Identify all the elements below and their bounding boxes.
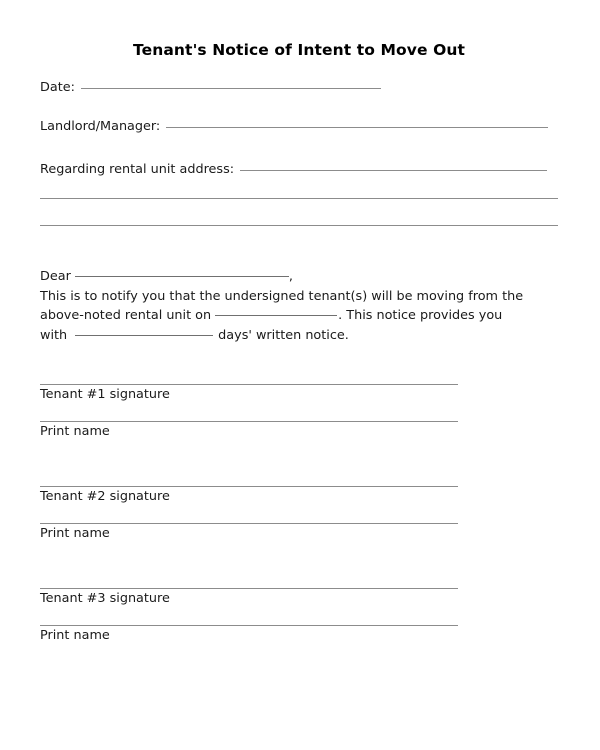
salutation-input-rule[interactable] xyxy=(75,276,289,277)
move-out-date-input-rule[interactable] xyxy=(215,315,337,316)
notice-line-2 xyxy=(40,306,560,326)
spacer xyxy=(40,607,458,625)
notice-line-1-text: This is to notify you that the undersigned tenant(s) will be moving from the xyxy=(40,288,524,304)
address-continuation-rule-1[interactable] xyxy=(40,198,558,199)
page-title: Tenant's Notice of Intent to Move Out xyxy=(133,41,465,59)
salutation-punctuation: , xyxy=(288,269,293,284)
field-row-address xyxy=(40,162,547,177)
spacer xyxy=(40,403,458,421)
tenant-3-print-name-caption: Print name xyxy=(40,628,110,643)
date-input-rule[interactable] xyxy=(81,88,381,89)
notice-line-1 xyxy=(40,287,560,307)
landlord-label: Landlord/Manager: xyxy=(40,119,161,134)
signature-block-tenant-2 xyxy=(40,486,458,542)
address-continuation-rule-2[interactable] xyxy=(40,225,558,226)
tenant-1-print-name-caption: Print name xyxy=(40,424,110,439)
address-label: Regarding rental unit address: xyxy=(40,162,235,177)
notice-body xyxy=(40,267,560,345)
notice-line-3-text-after: days' written notice. xyxy=(218,327,349,343)
signature-block-tenant-3 xyxy=(40,588,458,644)
date-label: Date: xyxy=(40,80,75,95)
signature-block-tenant-1 xyxy=(40,384,458,440)
notice-line-3-text-before: with xyxy=(40,327,68,343)
tenant-1-signature-caption: Tenant #1 signature xyxy=(40,387,170,402)
notice-line-2-text-after: . This notice provides you xyxy=(338,308,503,323)
tenant-3-signature-caption: Tenant #3 signature xyxy=(40,591,170,606)
tenant-2-signature-caption: Tenant #2 signature xyxy=(40,489,170,504)
spacer xyxy=(40,505,458,523)
salutation-line xyxy=(40,267,560,287)
notice-line-2-text-before: above-noted rental unit on xyxy=(40,308,212,323)
landlord-input-rule[interactable] xyxy=(166,127,548,128)
field-row-date xyxy=(40,80,381,95)
field-row-landlord xyxy=(40,119,548,134)
tenant-2-print-name-caption: Print name xyxy=(40,526,110,541)
notice-days-input-rule[interactable] xyxy=(75,335,213,336)
notice-line-3 xyxy=(40,326,560,346)
address-input-rule[interactable] xyxy=(240,170,547,171)
salutation-label: Dear xyxy=(40,269,71,284)
